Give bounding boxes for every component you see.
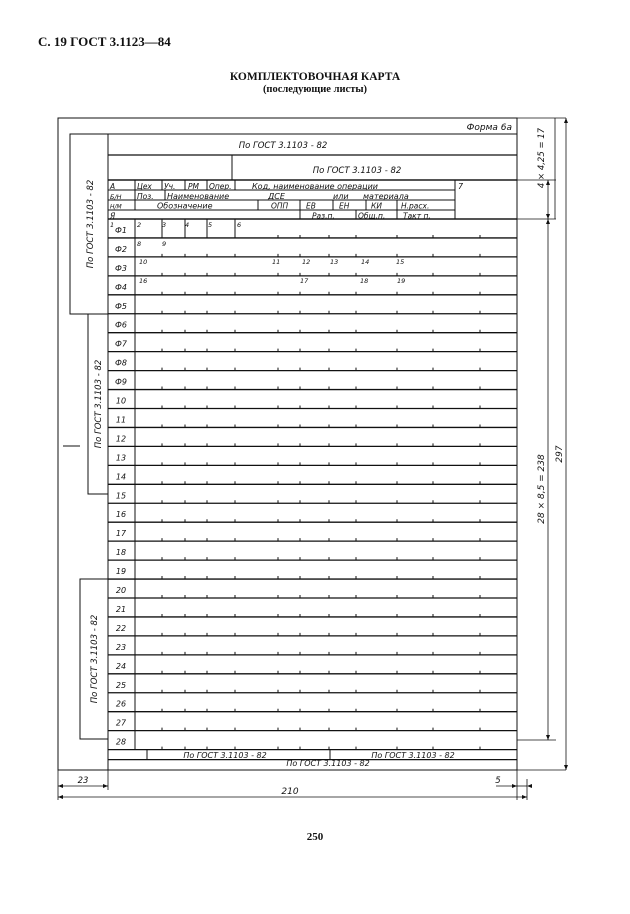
row-label-15: 15 — [115, 491, 127, 501]
row-N-opp: ОПП — [271, 201, 289, 211]
row-label-2: Ф2 — [115, 244, 127, 254]
row-label-26: 26 — [115, 699, 127, 709]
dim-right-margin: 5 — [495, 776, 501, 786]
column-number-19: 19 — [397, 277, 406, 285]
dimension-arrow — [512, 784, 517, 788]
left-gost-ref-1: По ГОСТ 3.1103 - 82 — [86, 179, 96, 269]
form-label: Форма 6а — [466, 123, 512, 133]
dimension-arrow — [564, 118, 568, 123]
row-A-rm: РМ — [188, 182, 199, 191]
column-number-17: 17 — [300, 277, 309, 285]
column-number-13: 13 — [330, 258, 339, 266]
column-number-12: 12 — [302, 258, 311, 266]
dim-height-total: 297 — [555, 445, 565, 463]
row-label-23: 23 — [115, 642, 127, 652]
dimension-arrow — [522, 795, 527, 799]
dimension-arrow — [58, 784, 63, 788]
column-number-18: 18 — [360, 277, 369, 285]
column-number-1: 1 — [110, 221, 115, 229]
row-N-nrash: Н.расх. — [401, 201, 430, 211]
gost-ref-bottom: По ГОСТ 3.1103 - 82 — [286, 759, 370, 768]
row-label-22: 22 — [115, 623, 127, 633]
row-label-12: 12 — [115, 434, 127, 444]
row-label-28: 28 — [115, 737, 127, 747]
dimension-arrow — [546, 214, 550, 219]
row-label-5: Ф5 — [115, 301, 127, 311]
dim-height-top: 4 × 4,25 = 17 — [537, 127, 547, 189]
row-N-ki: КИ — [371, 201, 382, 211]
document-subtitle: (последующие листы) — [262, 84, 368, 95]
column-number-4: 4 — [185, 221, 190, 229]
row-label-8: Ф8 — [115, 358, 127, 368]
row-label-11: 11 — [115, 415, 127, 425]
row-N-label: Н/М — [110, 203, 122, 211]
row-B-label: Б/Н — [110, 193, 122, 201]
row-B-poz: Поз. — [137, 192, 154, 201]
column-number-6: 6 — [237, 221, 242, 229]
column-number-2: 2 — [137, 221, 142, 229]
row-label-1: Ф1 — [115, 225, 127, 235]
row-label-3: Ф3 — [115, 263, 127, 273]
dim-width-total: 210 — [281, 787, 299, 797]
dimension-arrow — [58, 795, 63, 799]
gost-ref-bottom-left: По ГОСТ 3.1103 - 82 — [183, 751, 267, 761]
gost-ref-bottom-right: По ГОСТ 3.1103 - 82 — [371, 751, 455, 761]
dimension-arrow — [546, 219, 550, 224]
row-N-designation: Обозначение — [157, 201, 213, 211]
dimension-arrow — [546, 735, 550, 740]
row-A-uch: Уч. — [164, 182, 176, 191]
row-B-mat: материала — [363, 192, 409, 201]
row-B-name: Наименование — [167, 192, 230, 201]
row-N-ev: ЕВ — [306, 201, 316, 211]
header-cell-7: 7 — [458, 182, 464, 191]
column-number-5: 5 — [208, 221, 213, 229]
row-A-code: Код, наименование операции — [252, 182, 378, 191]
row-label-14: 14 — [115, 472, 127, 482]
row-label-17: 17 — [115, 529, 127, 539]
dimension-arrow — [564, 765, 568, 770]
page-header: С. 19 ГОСТ 3.1123—84 — [38, 34, 171, 49]
gost-ref-top: По ГОСТ 3.1103 - 82 — [238, 141, 328, 151]
column-number-3: 3 — [162, 221, 167, 229]
row-N-en: ЕН — [339, 201, 350, 211]
row-B-dse: ДСЕ — [268, 192, 285, 201]
row-label-13: 13 — [115, 453, 127, 463]
column-number-11: 11 — [272, 258, 281, 266]
row-label-24: 24 — [115, 661, 127, 671]
gost-ref-second: По ГОСТ 3.1103 - 82 — [312, 166, 402, 176]
row-Ya-raz: Раз.п. — [312, 211, 335, 221]
column-number-10: 10 — [139, 258, 148, 266]
dimension-arrow — [527, 784, 532, 788]
row-Ya-takt: Такт п. — [403, 211, 431, 221]
row-label-4: Ф4 — [115, 282, 127, 292]
row-A-ceh: Цех — [137, 182, 152, 191]
row-label-20: 20 — [115, 586, 127, 595]
row-label-9: Ф9 — [115, 377, 127, 387]
row-label-19: 19 — [115, 567, 127, 577]
row-label-18: 18 — [115, 548, 127, 558]
row-B-ili: или — [333, 192, 349, 201]
row-label-27: 27 — [115, 718, 127, 728]
row-label-7: Ф7 — [115, 339, 127, 349]
row-label-16: 16 — [115, 510, 127, 520]
left-gost-ref-3: По ГОСТ 3.1103 - 82 — [90, 614, 100, 704]
row-label-25: 25 — [115, 680, 127, 690]
row-label-6: Ф6 — [115, 320, 127, 330]
column-number-15: 15 — [396, 258, 405, 266]
sheet-frame — [58, 118, 517, 770]
column-number-8: 8 — [137, 240, 142, 248]
document-title: КОМПЛЕКТОВОЧНАЯ КАРТА — [229, 71, 401, 83]
dim-left-margin: 23 — [77, 776, 89, 786]
row-label-10: 10 — [115, 396, 127, 406]
row-A-label: А — [110, 182, 116, 191]
column-number-16: 16 — [139, 277, 148, 285]
column-number-14: 14 — [361, 258, 370, 266]
left-gost-ref-2: По ГОСТ 3.1103 - 82 — [94, 359, 104, 449]
dimension-arrow — [103, 784, 108, 788]
column-number-9: 9 — [162, 240, 167, 248]
row-A-oper: Опер. — [209, 182, 232, 191]
dim-height-rows: 28 × 8,5 = 238 — [537, 454, 547, 524]
row-label-21: 21 — [115, 604, 127, 614]
row-Ya-obsh: Общ.п. — [358, 211, 386, 221]
page-number: 250 — [306, 831, 324, 843]
row-Ya-label: Я — [110, 211, 116, 221]
